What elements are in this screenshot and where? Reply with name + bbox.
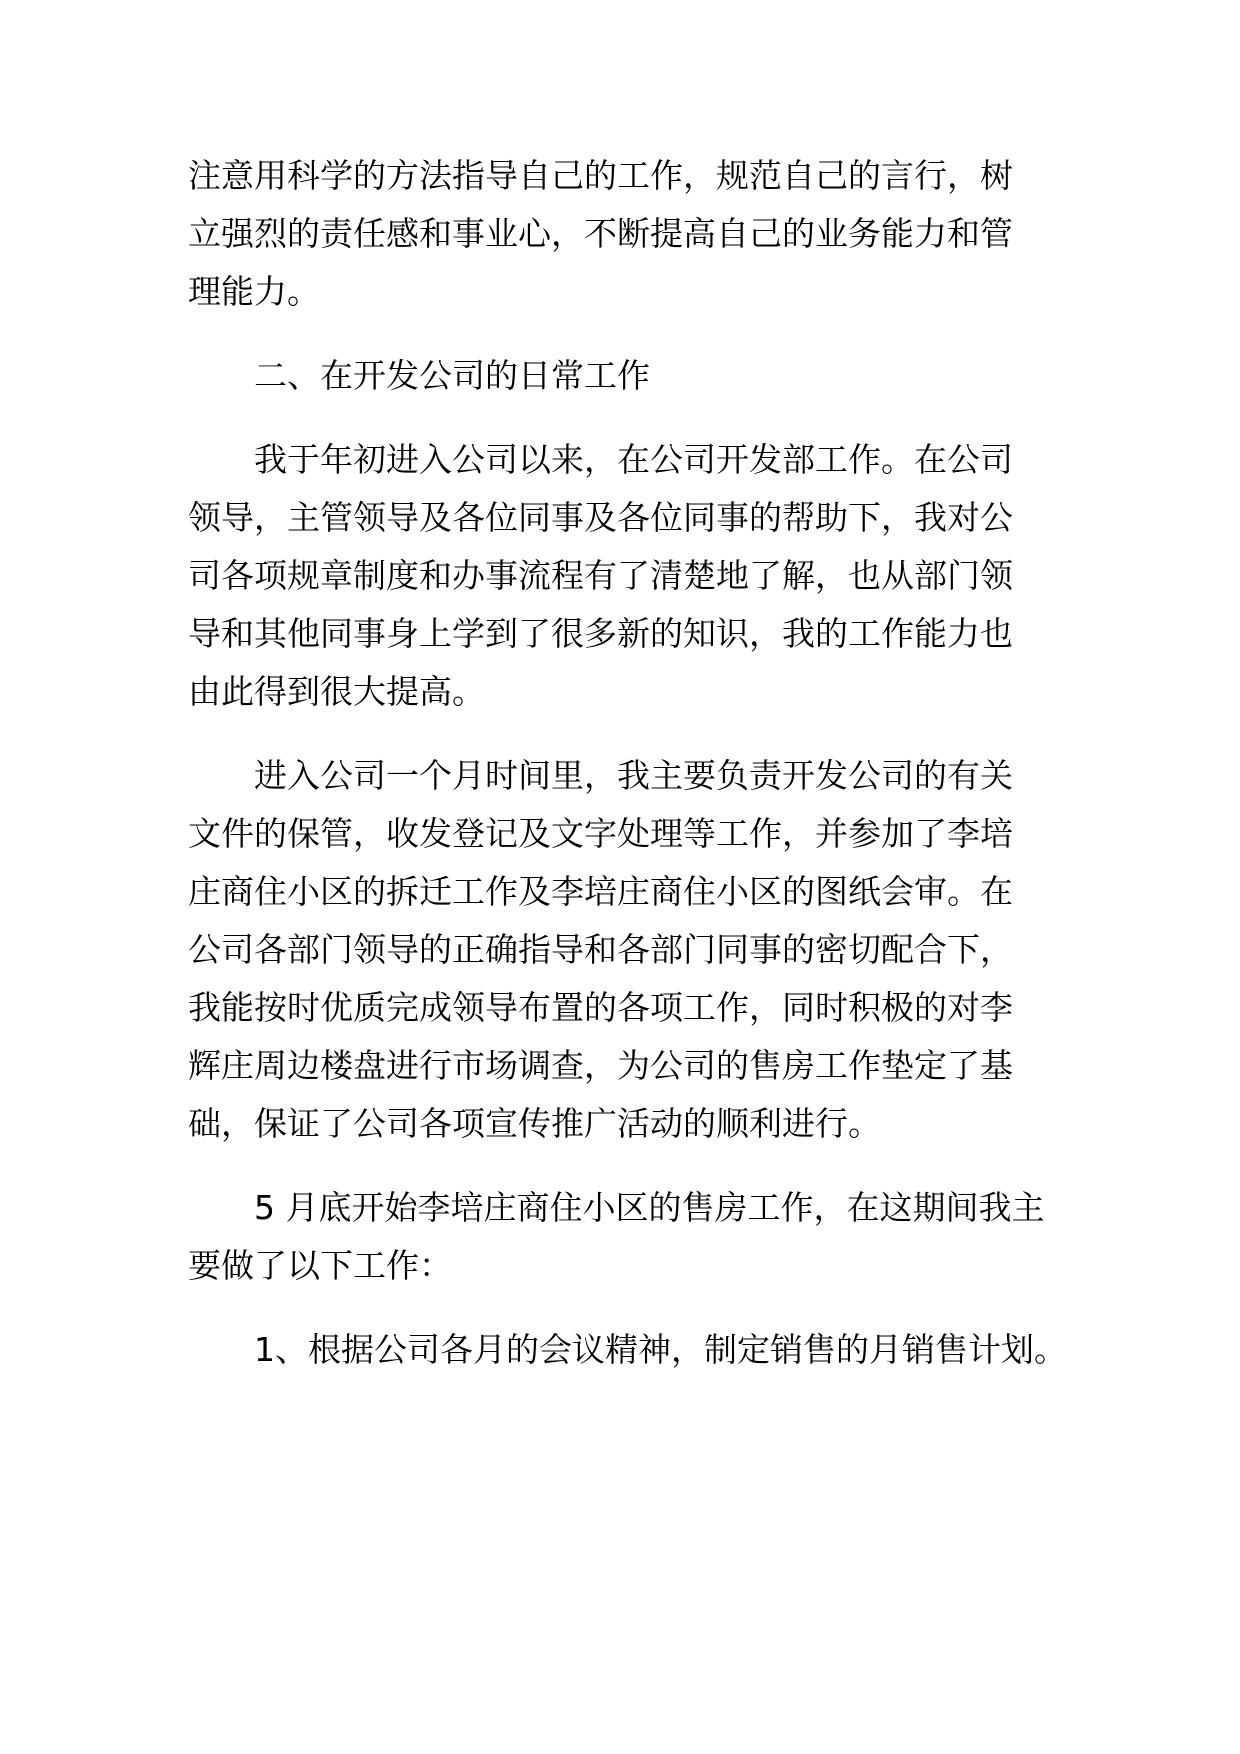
paragraph-4-line-2: 要做了以下工作：	[188, 1246, 452, 1285]
paragraph-2-line-5: 由此得到很大提高。	[188, 672, 485, 711]
paragraph-2-line-1: 我于年初进入公司以来，在公司开发部工作。在公司	[254, 440, 1013, 479]
paragraph-3-line-3: 庄商住小区的拆迁工作及李培庄商住小区的图纸会审。在	[188, 872, 1013, 911]
section-heading: 二、在开发公司的日常工作	[254, 356, 650, 395]
paragraph-2-line-2: 领导，主管领导及各位同事及各位同事的帮助下，我对公	[188, 498, 1013, 537]
paragraph-1-line-3: 理能力。	[188, 272, 320, 311]
paragraph-3-line-6: 辉庄周边楼盘进行市场调查，为公司的售房工作垫定了基	[188, 1046, 1013, 1085]
paragraph-1-line-1: 注意用科学的方法指导自己的工作，规范自己的言行，树	[188, 156, 1013, 195]
paragraph-3-line-4: 公司各部门领导的正确指导和各部门同事的密切配合下，	[188, 930, 1013, 969]
paragraph-3-line-7: 础，保证了公司各项宣传推广活动的顺利进行。	[188, 1104, 881, 1143]
paragraph-3-line-1: 进入公司一个月时间里，我主要负责开发公司的有关	[254, 756, 1013, 795]
list-item-1: 1、根据公司各月的会议精神，制定销售的月销售计划。	[254, 1330, 1067, 1369]
paragraph-2-line-3: 司各项规章制度和办事流程有了清楚地了解，也从部门领	[188, 556, 1013, 595]
paragraph-2-line-4: 导和其他同事身上学到了很多新的知识，我的工作能力也	[188, 614, 1013, 653]
paragraph-3-line-2: 文件的保管，收发登记及文字处理等工作，并参加了李培	[188, 814, 1013, 853]
paragraph-3-line-5: 我能按时优质完成领导布置的各项工作，同时积极的对李	[188, 988, 1013, 1027]
paragraph-4-line-1: 5 月底开始李培庄商住小区的售房工作，在这期间我主	[254, 1188, 1045, 1227]
paragraph-1-line-2: 立强烈的责任感和事业心，不断提高自己的业务能力和管	[188, 214, 1013, 253]
